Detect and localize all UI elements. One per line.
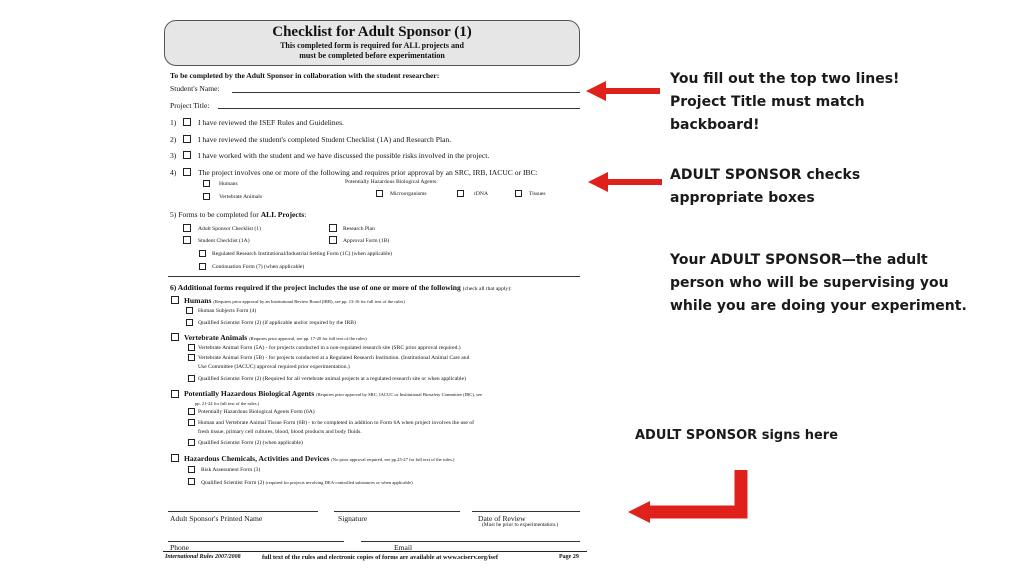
footer-page: Page 29	[559, 554, 579, 560]
item-4-text: The project involves one or more of the following and requires prior approval by an SRC, IRB, IACUC or IBC:	[198, 168, 538, 177]
bio-6a-label: Potentially Hazardous Biological Agents Form (6A)	[198, 409, 315, 415]
bio-section-note: pp. 21-24 for full text of the rules.)	[195, 401, 260, 406]
arrow-1-icon	[586, 81, 660, 101]
footer-rules: International Rules 2007/2008	[165, 554, 241, 560]
note-checks-boxes: ADULT SPONSOR checks appropriate boxes	[670, 167, 861, 206]
date-of-review-label: Date of Review	[478, 514, 526, 523]
date-note: (Must be prior to experimentation.)	[482, 522, 559, 528]
continuation-form-label: Continuation Form (7) (when applicable)	[212, 264, 305, 270]
printed-name-label: Adult Sponsor's Printed Name	[170, 514, 263, 523]
research-plan-label: Research Plan	[343, 226, 375, 232]
bio-qs-label: Qualified Scientist Form (2) (when applicable)	[198, 440, 303, 446]
student-checklist-label: Student Checklist (1A)	[198, 238, 250, 244]
humans-label: Humans	[219, 181, 238, 187]
risk-assessment-label: Risk Assessment Form (3)	[201, 467, 261, 473]
adult-sponsor-checklist-label: Adult Sponsor Checklist (1)	[198, 226, 261, 232]
signature-label: Signature	[338, 514, 368, 523]
human-subjects-label: Human Subjects Form (4)	[198, 308, 257, 314]
vertebrate-section-title: Vertebrate Animals (Requires prior approval, see pp. 17-20 for full text of the rules)	[184, 333, 367, 342]
humans-qs-label: Qualified Scientist Form (2) (if applicable and/or required by the IRB)	[198, 320, 356, 326]
arrow-2-icon	[588, 172, 662, 192]
note-top-lines: You fill out the top two lines! Project Title must match backboard!	[670, 71, 900, 133]
item-3-text: I have worked with the student and we have discussed the possible risks involved in the project.	[198, 151, 490, 160]
vert-qs-label: Qualified Scientist Form (2) (Required for all vertebrate animal projects at a regulated research site or when applicable)	[198, 376, 466, 382]
vert-5a-label: Vertebrate Animal Form (5A) - for projects conducted in a non-regulated research site (SRC prior approval required.)	[198, 345, 461, 351]
signature-arrow-icon	[628, 470, 741, 523]
form-subtitle-2: must be completed before experimentation	[299, 51, 445, 60]
item-6-heading: 6) Additional forms required if the project includes the use of one or more of the following (check all that apply):	[170, 283, 512, 292]
phone-label: Phone	[170, 543, 189, 552]
item-2-number: 2)	[170, 135, 177, 144]
microorganisms-label: Microorganisms	[390, 191, 427, 197]
students-name-label: Student's Name:	[170, 84, 220, 93]
vertebrate-label: Vertebrate Animals	[219, 194, 263, 200]
footer-text: full text of the rules and electronic copies of forms are available at www.sciserv.org/isef	[262, 554, 498, 561]
rdna-label: rDNA	[474, 191, 488, 197]
note-signs-here: ADULT SPONSOR signs here	[635, 428, 839, 443]
item-2-text: I have reviewed the student's completed Student Checklist (1A) and Research Plan.	[198, 135, 452, 144]
item-4-number: 4)	[170, 168, 177, 177]
bio-agents-header: Potentially Hazardous Biological Agents:	[345, 179, 438, 185]
bio-6b-label-1: Human and Vertebrate Animal Tissue Form (6B) - to be completed in addition to Form 6A when project involves the use of	[198, 420, 474, 426]
form-subtitle-1: This completed form is required for ALL projects and	[280, 41, 464, 50]
tissues-label: Tissues	[529, 191, 546, 197]
regulated-form-label: Regulated Research Institutional/Industrial Setting Form (1C) (when applicable)	[212, 251, 393, 257]
item-5-heading: 5) Forms to be completed for ALL Projects:	[170, 210, 307, 219]
humans-section-title: Humans (Requires prior approval by an Institutional Review Board (IRB), see pp. 13-16 for full text of the rules)	[184, 296, 405, 305]
bio-6b-label-2: fresh tissue, primary cell cultures, blood, blood products and body fluids.	[198, 429, 362, 435]
vert-5b-label-1: Vertebrate Animal Form (5B) - for projects conducted at a Regulated Research Institution. (Institutional Animal Care and	[198, 355, 470, 361]
project-title-label: Project Title:	[170, 101, 210, 110]
approval-form-label: Approval Form (1B)	[343, 238, 390, 244]
email-label: Email	[394, 543, 413, 552]
note-adult-sponsor: Your ADULT SPONSOR—the adult person who will be supervising you while you are doing your experiment.	[670, 252, 967, 314]
item-1-number: 1)	[170, 118, 177, 127]
vert-5b-label-2: Use Committee (IACUC) approval required prior experimentation.)	[198, 364, 350, 370]
hazardous-section-title: Hazardous Chemicals, Activities and Devices (No prior approval required, see pp.25-27 for full text of the rules.)	[184, 454, 455, 463]
haz-qs-label: Qualified Scientist Form (2) (required for projects involving DEA-controlled substances or when applicable)	[201, 480, 413, 486]
form-intro: To be completed by the Adult Sponsor in collaboration with the student researcher:	[170, 71, 440, 80]
form-title: Checklist for Adult Sponsor (1)	[272, 24, 472, 40]
item-1-text: I have reviewed the ISEF Rules and Guidelines.	[198, 118, 344, 127]
bio-section-title: Potentially Hazardous Biological Agents (Requires prior approval by SRC, IACUC or Institutional Biosafety Committee (IBC), see	[184, 389, 483, 398]
item-3-number: 3)	[170, 151, 177, 160]
